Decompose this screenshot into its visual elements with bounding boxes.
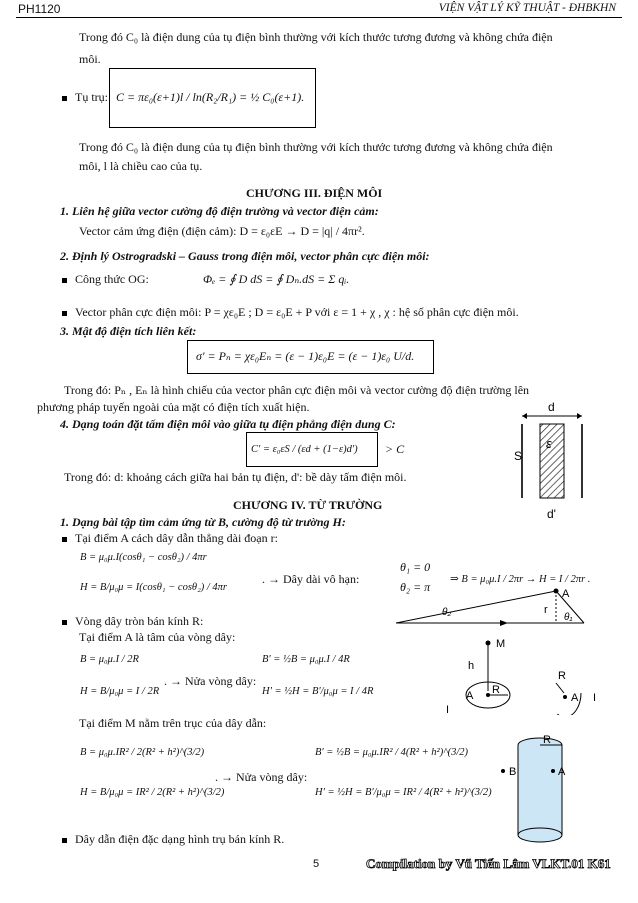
ch3-section-1: 1. Liên hệ giữa vector cường độ điện trường và vector điện cảm: — [60, 204, 379, 218]
ch4-b1: Tại điểm A cách dây dẫn thẳng dài đoạn r: — [62, 531, 278, 546]
epsilon-label: ε — [546, 436, 552, 451]
loop-i-label: I — [446, 704, 450, 715]
ch4-b2-H: H = B/μ₀μ = I / 2R — [80, 686, 160, 697]
cylinder-a-label: A — [558, 766, 566, 778]
chapter3-title: CHƯƠNG III. ĐIỆN MÔI — [246, 186, 383, 200]
ch4-b1-lim2: θ₂ = π — [400, 580, 431, 594]
m-label: M — [496, 638, 506, 650]
ch4-b2-H3: H = B/μ₀μ = IR² / 2(R² + h²)^(3/2) — [80, 787, 225, 798]
tutru-formula: C = πε₀(ε+1)l / ln(R₂/R₁) = ½ C₀(ε+1). — [116, 90, 305, 104]
current-loop-figure — [440, 635, 610, 715]
loop-r-label: R — [492, 684, 500, 696]
point-a-dot — [554, 589, 559, 594]
d-label: d — [548, 400, 555, 414]
half-loop-r-label: R — [558, 670, 566, 682]
half-loop-a-dot — [563, 695, 567, 699]
loop-center-dot — [486, 693, 490, 697]
theta1-label: θ₁ — [564, 612, 573, 623]
bullet-icon — [62, 537, 67, 542]
cylinder-figure — [495, 735, 585, 850]
course-code: PH1120 — [18, 2, 61, 16]
ch3-section-4: 4. Dạng toán đặt tấm điện môi vào giữa tụ điện phẳng điện dung C: — [60, 417, 396, 431]
ch4-b2-H4: H' = ½H = B'/μ₀μ = IR² / 4(R² + h²)^(3/2) — [315, 787, 492, 798]
ch3-s3-note-1: Trong đó: Pₙ , Eₙ là hình chiếu của vector phân cực điện môi và vector cường độ điện trường lên — [64, 383, 530, 397]
intro-line-3: Trong đó C₀ là điện dung của tụ điện bình thường với kích thước tương đương và không chứa điện — [79, 140, 553, 154]
cylinder-bottom — [518, 828, 562, 842]
ch4-b2-sub2: Tại điểm M nằm trên trục của dây dẫn: — [79, 716, 267, 730]
wire-endpoint-line-left — [396, 591, 556, 623]
ch4-b3: Dây dẫn điện đặc dạng hình trụ bán kính R. — [62, 832, 284, 847]
ch4-b2-half-2: . → Nửa vòng dây: — [215, 770, 308, 784]
ch3-s3-formula: σ' = Pₙ = χε₀Eₙ = (ε − 1)ε₀E = (ε − 1)ε₀ U/d. — [196, 349, 415, 363]
cylinder-r-label: R — [543, 735, 551, 746]
half-loop-a-label: A — [571, 692, 579, 704]
h-label: h — [468, 660, 475, 672]
r-label: r — [544, 604, 548, 616]
header-rule — [16, 17, 622, 18]
ch4-b1-B: B = μ₀μ.I(cosθ₁ − cosθ₂) / 4πr — [80, 552, 207, 563]
ch4-b2: Vòng dây tròn bán kính R: — [62, 614, 203, 629]
current-arrow-icon — [500, 620, 508, 626]
chapter4-title: CHƯƠNG IV. TỪ TRƯỜNG — [233, 498, 383, 512]
ch4-section-1: 1. Dạng bài tập tìm cảm ứng từ B, cường độ từ trường H: — [60, 515, 346, 529]
s-label: S — [514, 449, 523, 463]
page-header — [0, 0, 638, 18]
bullet-icon — [62, 96, 67, 101]
half-loop-i-label: I — [593, 692, 597, 704]
ch3-s1-text: Vector cảm ứng điện (điện cảm): D = ε₀εE → D = |q| / 4πr². — [79, 224, 365, 238]
ch4-b1-arrow: . → Dây dài vô hạn: — [262, 572, 360, 586]
point-b-dot — [501, 769, 505, 773]
ch3-polarization: Vector phân cực điện môi: P = χε₀E ; D = ε₀E + P với ε = 1 + χ , χ : hệ số phân cực điện môi. — [62, 305, 519, 320]
ch3-section-3: 3. Mật độ điện tích liên kết: — [60, 324, 197, 338]
ch4-b1-H: H = B/μ₀μ = I(cosθ₁ − cosθ₂) / 4πr — [80, 582, 227, 593]
ch4-b2-B: B = μ₀μ.I / 2R — [80, 654, 139, 665]
ch4-b1-lim1: θ₁ = 0 — [400, 560, 431, 574]
a-label: A — [562, 588, 570, 600]
page-number: 5 — [313, 858, 320, 870]
ch4-b2-B2: B' = ½B = μ₀μ.I / 4R — [262, 654, 350, 665]
intro-line-1: Trong đó C₀ là điện dung của tụ điện bình thường với kích thước tương đương và không chứa điện — [79, 30, 553, 44]
ch4-b2-sub: Tại điểm A là tâm của vòng dây: — [79, 630, 236, 644]
bullet-icon — [62, 838, 67, 843]
ch3-s4-note: Trong đó: d: khoảng cách giữa hai bản tụ điện, d': bề dày tấm điện môi. — [64, 470, 407, 484]
straight-wire-figure — [396, 585, 586, 635]
ch3-og-label: Công thức OG: — [62, 272, 149, 287]
bullet-icon — [62, 311, 67, 316]
loop-a-label: A — [466, 690, 474, 702]
ch4-b2-half: . → Nửa vòng dây: — [164, 674, 257, 688]
tutru-label: Tụ trụ: — [62, 90, 108, 105]
intro-line-2: môi. — [79, 52, 101, 66]
ch3-s3-note-2: phương pháp tuyến ngoài của mặt có điện tích xuất hiện. — [37, 400, 310, 414]
cylinder-a-dot — [551, 769, 555, 773]
intro-line-4: môi, l là chiều cao của tụ. — [79, 159, 203, 173]
bullet-icon — [62, 620, 67, 625]
ch3-s4-formula: C' = ε₀εS / (εd + (1−ε)d') — [251, 444, 358, 455]
ch4-b2-H2: H' = ½H = B'/μ₀μ = I / 4R — [262, 686, 374, 697]
b-label: B — [509, 766, 517, 778]
ch4-b2-B4: B' = ½B = μ₀μ.IR² / 4(R² + h²)^(3/2) — [315, 747, 469, 758]
credit-text: Compilation by Vũ Tiến Lâm VLKT.01 K61 — [366, 856, 611, 871]
ch3-s4-gt: > C — [385, 442, 405, 456]
ch3-section-2: 2. Định lý Ostrogradski – Gauss trong điện môi, vector phân cực điện môi: — [60, 249, 430, 263]
cylinder-body — [518, 745, 562, 835]
dielectric-capacitor-figure — [510, 400, 600, 520]
theta2-label: θ₂ — [442, 607, 452, 618]
dielectric-slab — [540, 424, 564, 498]
half-loop-radius — [556, 683, 564, 693]
d-prime-label: d' — [547, 507, 556, 520]
institute-name: VIỆN VẬT LÝ KỸ THUẬT - ĐHBKHN — [438, 2, 616, 14]
ch4-b1-result: ⇒ B = μ₀μ.I / 2πr → H = I / 2πr . — [450, 574, 591, 585]
ch4-b2-B3: B = μ₀μ.IR² / 2(R² + h²)^(3/2) — [80, 747, 205, 758]
bullet-icon — [62, 278, 67, 283]
ch3-og-formula: Φₑ = ∮ D dS = ∮ Dₙ.dS = Σ qᵢ. — [203, 272, 350, 286]
